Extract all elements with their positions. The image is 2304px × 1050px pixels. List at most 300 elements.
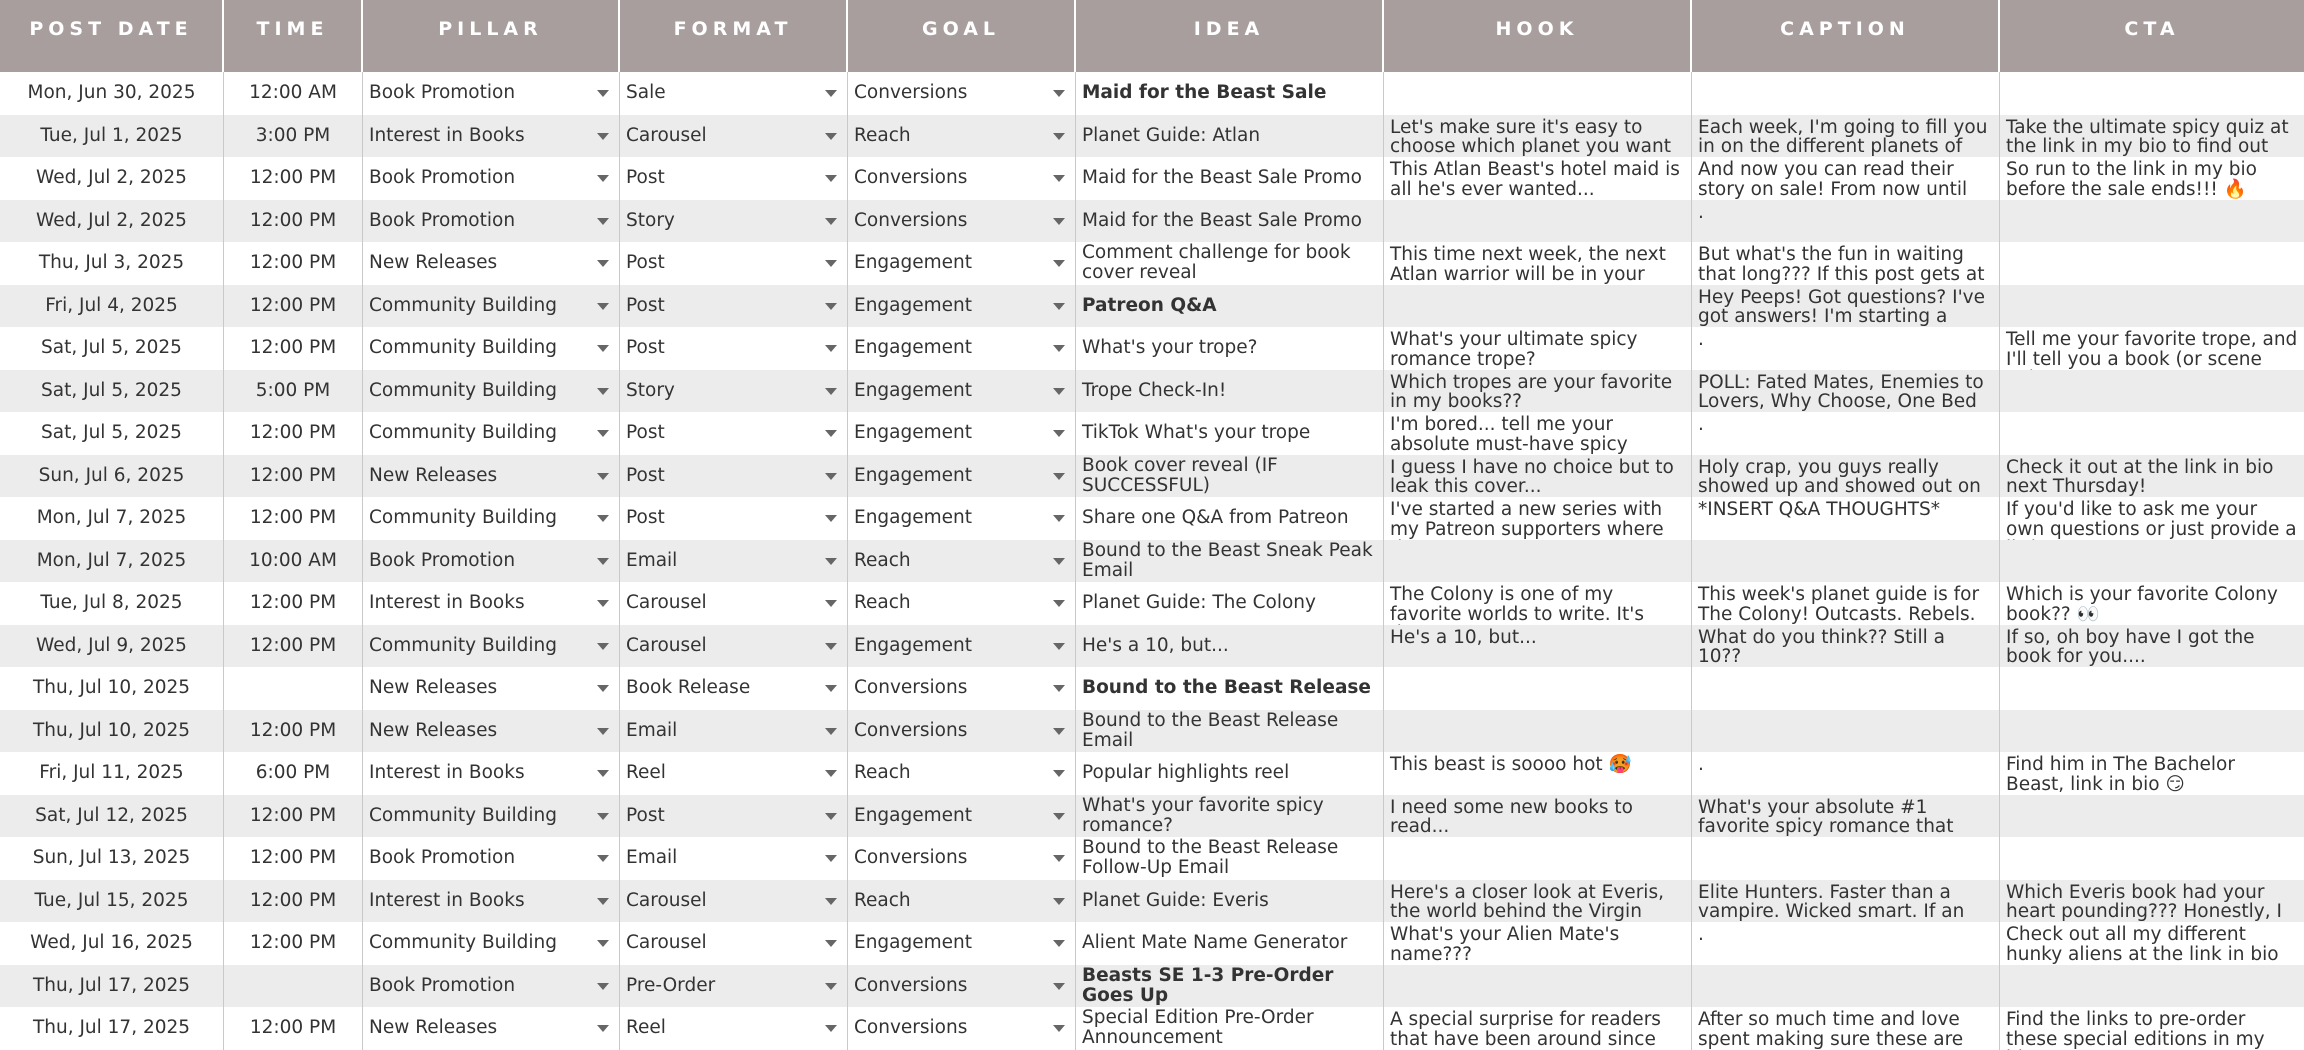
cell-time[interactable] bbox=[224, 667, 363, 710]
cell-post-date[interactable] bbox=[0, 115, 224, 158]
cell-idea[interactable] bbox=[1076, 1007, 1384, 1050]
dropdown-goal[interactable] bbox=[848, 795, 1076, 838]
chevron-down-icon[interactable] bbox=[825, 473, 837, 480]
chevron-down-icon[interactable] bbox=[1053, 813, 1065, 820]
chevron-down-icon[interactable] bbox=[825, 515, 837, 522]
dropdown-format-text: Email bbox=[626, 719, 678, 741]
dropdown-format[interactable] bbox=[620, 412, 848, 455]
chevron-down-icon[interactable] bbox=[597, 728, 609, 735]
cell-time[interactable] bbox=[224, 880, 363, 923]
dropdown-pillar[interactable] bbox=[363, 795, 620, 838]
chevron-down-icon[interactable] bbox=[597, 643, 609, 650]
chevron-down-icon[interactable] bbox=[1053, 558, 1065, 565]
dropdown-pillar[interactable] bbox=[363, 115, 620, 158]
cell-idea[interactable] bbox=[1076, 752, 1384, 795]
cell-cta[interactable] bbox=[2000, 285, 2304, 328]
chevron-down-icon[interactable] bbox=[825, 983, 837, 990]
cell-time[interactable] bbox=[224, 72, 363, 115]
cell-cta[interactable] bbox=[2000, 412, 2304, 455]
dropdown-goal-text: Engagement bbox=[854, 464, 973, 486]
dropdown-goal[interactable] bbox=[848, 625, 1076, 668]
dropdown-pillar[interactable] bbox=[363, 370, 620, 413]
cell-hook[interactable] bbox=[1384, 72, 1692, 115]
dropdown-goal[interactable] bbox=[848, 285, 1076, 328]
dropdown-format[interactable] bbox=[620, 242, 848, 285]
cell-post-date[interactable] bbox=[0, 710, 224, 753]
chevron-down-icon[interactable] bbox=[597, 685, 609, 692]
dropdown-pillar[interactable] bbox=[363, 285, 620, 328]
dropdown-goal-text: Engagement bbox=[854, 422, 973, 443]
cell-cta[interactable] bbox=[2000, 200, 2304, 243]
chevron-down-icon[interactable] bbox=[597, 303, 609, 310]
dropdown-format[interactable] bbox=[620, 667, 848, 710]
cell-caption[interactable] bbox=[1692, 412, 2000, 455]
dropdown-goal[interactable] bbox=[848, 497, 1076, 540]
cell-idea[interactable] bbox=[1076, 455, 1384, 498]
cell-hook[interactable] bbox=[1384, 880, 1692, 923]
cell-time[interactable] bbox=[224, 965, 363, 1008]
dropdown-goal[interactable] bbox=[848, 242, 1076, 285]
dropdown-pillar[interactable] bbox=[363, 242, 620, 285]
cell-time[interactable] bbox=[224, 157, 363, 200]
column-header-post-date[interactable]: POST DATE bbox=[0, 0, 224, 72]
cell-caption[interactable] bbox=[1692, 667, 2000, 710]
cell-time[interactable] bbox=[224, 922, 363, 965]
dropdown-pillar[interactable] bbox=[363, 922, 620, 965]
cell-hook[interactable] bbox=[1384, 710, 1692, 753]
cell-cta[interactable] bbox=[2000, 455, 2304, 498]
cell-cta[interactable] bbox=[2000, 795, 2304, 838]
dropdown-goal[interactable] bbox=[848, 327, 1076, 370]
cell-post-date[interactable] bbox=[0, 837, 224, 880]
dropdown-pillar[interactable] bbox=[363, 965, 620, 1008]
cell-post-date[interactable] bbox=[0, 582, 224, 625]
dropdown-pillar[interactable] bbox=[363, 582, 620, 625]
cell-post-date-text: Sun, Jul 6, 2025 bbox=[38, 464, 185, 486]
cell-caption[interactable] bbox=[1692, 625, 2000, 668]
chevron-down-icon[interactable] bbox=[825, 898, 837, 905]
cell-cta[interactable] bbox=[2000, 710, 2304, 753]
cell-caption[interactable] bbox=[1692, 497, 2000, 540]
cell-post-date[interactable] bbox=[0, 497, 224, 540]
column-header-pillar[interactable]: PILLAR bbox=[363, 0, 620, 72]
chevron-down-icon[interactable] bbox=[597, 260, 609, 267]
cell-idea[interactable] bbox=[1076, 285, 1384, 328]
cell-post-date[interactable] bbox=[0, 540, 224, 583]
cell-cta[interactable] bbox=[2000, 72, 2304, 115]
cell-caption[interactable] bbox=[1692, 540, 2000, 583]
cell-caption[interactable] bbox=[1692, 115, 2000, 158]
cell-idea[interactable] bbox=[1076, 115, 1384, 158]
dropdown-pillar[interactable] bbox=[363, 667, 620, 710]
cell-caption[interactable] bbox=[1692, 752, 2000, 795]
dropdown-format[interactable] bbox=[620, 285, 848, 328]
chevron-down-icon[interactable] bbox=[1053, 685, 1065, 692]
chevron-down-icon[interactable] bbox=[825, 813, 837, 820]
chevron-down-icon[interactable] bbox=[597, 940, 609, 947]
dropdown-goal[interactable] bbox=[848, 837, 1076, 880]
chevron-down-icon[interactable] bbox=[1053, 90, 1065, 97]
chevron-down-icon[interactable] bbox=[1053, 940, 1065, 947]
dropdown-format[interactable] bbox=[620, 327, 848, 370]
chevron-down-icon[interactable] bbox=[1053, 345, 1065, 352]
cell-hook[interactable] bbox=[1384, 625, 1692, 668]
dropdown-format[interactable] bbox=[620, 837, 848, 880]
chevron-down-icon[interactable] bbox=[825, 175, 837, 182]
chevron-down-icon[interactable] bbox=[825, 643, 837, 650]
cell-post-date-text: Thu, Jul 10, 2025 bbox=[32, 719, 191, 741]
cell-idea[interactable] bbox=[1076, 370, 1384, 413]
chevron-down-icon[interactable] bbox=[597, 218, 609, 225]
cell-hook[interactable] bbox=[1384, 200, 1692, 243]
chevron-down-icon[interactable] bbox=[1053, 303, 1065, 310]
cell-caption-text: . bbox=[1698, 201, 1704, 223]
chevron-down-icon[interactable] bbox=[1053, 218, 1065, 225]
cell-time[interactable] bbox=[224, 285, 363, 328]
cell-hook[interactable] bbox=[1384, 242, 1692, 285]
cell-time[interactable] bbox=[224, 752, 363, 795]
cell-idea[interactable] bbox=[1076, 710, 1384, 753]
dropdown-format[interactable] bbox=[620, 880, 848, 923]
cell-cta[interactable] bbox=[2000, 540, 2304, 583]
cell-cta[interactable] bbox=[2000, 625, 2304, 668]
chevron-down-icon[interactable] bbox=[597, 345, 609, 352]
column-header-hook[interactable]: HOOK bbox=[1384, 0, 1692, 72]
chevron-down-icon[interactable] bbox=[825, 90, 837, 97]
chevron-down-icon[interactable] bbox=[597, 1025, 609, 1032]
chevron-down-icon[interactable] bbox=[597, 983, 609, 990]
column-header-time[interactable]: TIME bbox=[224, 0, 363, 72]
cell-cta[interactable] bbox=[2000, 922, 2304, 965]
chevron-down-icon[interactable] bbox=[1053, 1025, 1065, 1032]
chevron-down-icon[interactable] bbox=[597, 600, 609, 607]
cell-idea[interactable] bbox=[1076, 880, 1384, 923]
dropdown-format[interactable] bbox=[620, 370, 848, 413]
dropdown-pillar-text: New Releases bbox=[369, 1017, 498, 1038]
dropdown-goal[interactable] bbox=[848, 880, 1076, 923]
dropdown-format[interactable] bbox=[620, 72, 848, 115]
chevron-down-icon[interactable] bbox=[825, 1025, 837, 1032]
cell-idea[interactable] bbox=[1076, 795, 1384, 838]
cell-hook[interactable] bbox=[1384, 455, 1692, 498]
cell-post-date[interactable] bbox=[0, 752, 224, 795]
cell-post-date[interactable] bbox=[0, 795, 224, 838]
column-header-idea[interactable]: IDEA bbox=[1076, 0, 1384, 72]
cell-time[interactable] bbox=[224, 497, 363, 540]
cell-time[interactable] bbox=[224, 115, 363, 158]
cell-idea[interactable] bbox=[1076, 965, 1384, 1008]
cell-caption[interactable] bbox=[1692, 880, 2000, 923]
dropdown-goal[interactable] bbox=[848, 540, 1076, 583]
cell-post-date[interactable] bbox=[0, 1007, 224, 1050]
cell-post-date[interactable] bbox=[0, 200, 224, 243]
dropdown-goal[interactable] bbox=[848, 455, 1076, 498]
dropdown-format[interactable] bbox=[620, 625, 848, 668]
cell-caption[interactable] bbox=[1692, 1007, 2000, 1050]
chevron-down-icon[interactable] bbox=[1053, 643, 1065, 650]
chevron-down-icon[interactable] bbox=[1053, 898, 1065, 905]
cell-time[interactable] bbox=[224, 540, 363, 583]
dropdown-goal[interactable] bbox=[848, 1007, 1076, 1050]
cell-idea[interactable] bbox=[1076, 837, 1384, 880]
dropdown-goal[interactable] bbox=[848, 115, 1076, 158]
dropdown-pillar-text: Community Building bbox=[369, 634, 557, 656]
chevron-down-icon[interactable] bbox=[825, 770, 837, 777]
dropdown-pillar[interactable] bbox=[363, 157, 620, 200]
cell-post-date[interactable] bbox=[0, 880, 224, 923]
dropdown-format[interactable] bbox=[620, 200, 848, 243]
cell-hook[interactable] bbox=[1384, 370, 1692, 413]
dropdown-goal[interactable] bbox=[848, 412, 1076, 455]
dropdown-format[interactable] bbox=[620, 115, 848, 158]
dropdown-pillar[interactable] bbox=[363, 880, 620, 923]
cell-cta[interactable] bbox=[2000, 965, 2304, 1008]
cell-post-date[interactable] bbox=[0, 965, 224, 1008]
chevron-down-icon[interactable] bbox=[1053, 175, 1065, 182]
cell-time[interactable] bbox=[224, 200, 363, 243]
cell-caption[interactable] bbox=[1692, 710, 2000, 753]
cell-time[interactable] bbox=[224, 795, 363, 838]
cell-caption[interactable] bbox=[1692, 157, 2000, 200]
dropdown-goal[interactable] bbox=[848, 72, 1076, 115]
cell-post-date[interactable] bbox=[0, 412, 224, 455]
cell-hook[interactable] bbox=[1384, 157, 1692, 200]
cell-caption[interactable] bbox=[1692, 285, 2000, 328]
chevron-down-icon[interactable] bbox=[825, 345, 837, 352]
cell-cta[interactable] bbox=[2000, 242, 2304, 285]
chevron-down-icon[interactable] bbox=[1053, 473, 1065, 480]
cell-time[interactable] bbox=[224, 242, 363, 285]
chevron-down-icon[interactable] bbox=[597, 175, 609, 182]
dropdown-pillar[interactable] bbox=[363, 837, 620, 880]
cell-hook[interactable] bbox=[1384, 540, 1692, 583]
dropdown-goal-text: Reach bbox=[854, 762, 911, 783]
chevron-down-icon[interactable] bbox=[825, 218, 837, 225]
chevron-down-icon[interactable] bbox=[597, 813, 609, 820]
cell-idea[interactable] bbox=[1076, 157, 1384, 200]
dropdown-pillar[interactable] bbox=[363, 327, 620, 370]
column-header-caption[interactable]: CAPTION bbox=[1692, 0, 2000, 72]
cell-caption[interactable] bbox=[1692, 455, 2000, 498]
cell-hook[interactable] bbox=[1384, 327, 1692, 370]
chevron-down-icon[interactable] bbox=[597, 770, 609, 777]
cell-time[interactable] bbox=[224, 327, 363, 370]
chevron-down-icon[interactable] bbox=[1053, 728, 1065, 735]
cell-cta[interactable] bbox=[2000, 582, 2304, 625]
dropdown-pillar[interactable] bbox=[363, 625, 620, 668]
dropdown-pillar[interactable] bbox=[363, 497, 620, 540]
cell-idea[interactable] bbox=[1076, 922, 1384, 965]
chevron-down-icon[interactable] bbox=[1053, 133, 1065, 140]
cell-idea[interactable] bbox=[1076, 72, 1384, 115]
cell-caption[interactable] bbox=[1692, 242, 2000, 285]
chevron-down-icon[interactable] bbox=[1053, 855, 1065, 862]
chevron-down-icon[interactable] bbox=[597, 855, 609, 862]
cell-hook[interactable] bbox=[1384, 115, 1692, 158]
chevron-down-icon[interactable] bbox=[597, 388, 609, 395]
dropdown-pillar[interactable] bbox=[363, 72, 620, 115]
dropdown-format[interactable] bbox=[620, 582, 848, 625]
cell-time[interactable] bbox=[224, 625, 363, 668]
column-header-goal[interactable]: GOAL bbox=[848, 0, 1076, 72]
chevron-down-icon[interactable] bbox=[825, 388, 837, 395]
cell-idea[interactable] bbox=[1076, 242, 1384, 285]
cell-hook[interactable] bbox=[1384, 965, 1692, 1008]
dropdown-format[interactable] bbox=[620, 710, 848, 753]
cell-post-date[interactable] bbox=[0, 327, 224, 370]
column-header-format[interactable]: FORMAT bbox=[620, 0, 848, 72]
cell-hook[interactable] bbox=[1384, 497, 1692, 540]
cell-time[interactable] bbox=[224, 710, 363, 753]
dropdown-pillar[interactable] bbox=[363, 412, 620, 455]
chevron-down-icon[interactable] bbox=[825, 855, 837, 862]
chevron-down-icon[interactable] bbox=[1053, 430, 1065, 437]
cell-post-date[interactable] bbox=[0, 242, 224, 285]
cell-post-date[interactable] bbox=[0, 72, 224, 115]
dropdown-pillar[interactable] bbox=[363, 540, 620, 583]
cell-post-date[interactable] bbox=[0, 157, 224, 200]
dropdown-goal[interactable] bbox=[848, 965, 1076, 1008]
chevron-down-icon[interactable] bbox=[825, 728, 837, 735]
cell-post-date-text: Thu, Jul 17, 2025 bbox=[32, 974, 191, 996]
cell-caption-text: *INSERT Q&A THOUGHTS* bbox=[1698, 499, 1941, 520]
chevron-down-icon[interactable] bbox=[597, 133, 609, 140]
cell-cta[interactable] bbox=[2000, 157, 2304, 200]
cell-caption[interactable] bbox=[1692, 72, 2000, 115]
dropdown-format[interactable] bbox=[620, 497, 848, 540]
dropdown-goal[interactable] bbox=[848, 922, 1076, 965]
cell-hook[interactable] bbox=[1384, 285, 1692, 328]
dropdown-goal[interactable] bbox=[848, 200, 1076, 243]
dropdown-format[interactable] bbox=[620, 752, 848, 795]
cell-cta[interactable] bbox=[2000, 880, 2304, 923]
cell-cta[interactable] bbox=[2000, 327, 2304, 370]
cell-post-date[interactable] bbox=[0, 922, 224, 965]
chevron-down-icon[interactable] bbox=[825, 260, 837, 267]
cell-caption[interactable] bbox=[1692, 965, 2000, 1008]
cell-cta[interactable] bbox=[2000, 752, 2304, 795]
cell-idea[interactable] bbox=[1076, 412, 1384, 455]
cell-cta[interactable] bbox=[2000, 1007, 2304, 1050]
chevron-down-icon[interactable] bbox=[825, 685, 837, 692]
chevron-down-icon[interactable] bbox=[825, 430, 837, 437]
chevron-down-icon[interactable] bbox=[597, 558, 609, 565]
cell-post-date[interactable] bbox=[0, 370, 224, 413]
cell-cta[interactable] bbox=[2000, 667, 2304, 710]
cell-idea[interactable] bbox=[1076, 200, 1384, 243]
dropdown-goal[interactable] bbox=[848, 752, 1076, 795]
chevron-down-icon[interactable] bbox=[597, 473, 609, 480]
chevron-down-icon[interactable] bbox=[825, 940, 837, 947]
dropdown-goal[interactable] bbox=[848, 667, 1076, 710]
cell-caption[interactable] bbox=[1692, 582, 2000, 625]
cell-hook[interactable] bbox=[1384, 1007, 1692, 1050]
chevron-down-icon[interactable] bbox=[825, 600, 837, 607]
cell-caption[interactable] bbox=[1692, 200, 2000, 243]
cell-idea[interactable] bbox=[1076, 582, 1384, 625]
chevron-down-icon[interactable] bbox=[1053, 515, 1065, 522]
chevron-down-icon[interactable] bbox=[825, 133, 837, 140]
cell-idea[interactable] bbox=[1076, 497, 1384, 540]
chevron-down-icon[interactable] bbox=[1053, 260, 1065, 267]
dropdown-format[interactable] bbox=[620, 922, 848, 965]
cell-post-date[interactable] bbox=[0, 455, 224, 498]
chevron-down-icon[interactable] bbox=[1053, 770, 1065, 777]
column-header-cta[interactable]: CTA bbox=[2124, 18, 2180, 40]
chevron-down-icon[interactable] bbox=[597, 898, 609, 905]
dropdown-pillar[interactable] bbox=[363, 710, 620, 753]
dropdown-format[interactable] bbox=[620, 157, 848, 200]
dropdown-format[interactable] bbox=[620, 965, 848, 1008]
chevron-down-icon[interactable] bbox=[1053, 388, 1065, 395]
chevron-down-icon[interactable] bbox=[1053, 600, 1065, 607]
cell-time[interactable] bbox=[224, 582, 363, 625]
cell-hook[interactable] bbox=[1384, 795, 1692, 838]
chevron-down-icon[interactable] bbox=[1053, 983, 1065, 990]
cell-hook[interactable] bbox=[1384, 922, 1692, 965]
dropdown-format[interactable] bbox=[620, 540, 848, 583]
chevron-down-icon[interactable] bbox=[825, 303, 837, 310]
dropdown-format[interactable] bbox=[620, 795, 848, 838]
cell-cta-text: Check it out at the link in bio next Thursday! bbox=[2006, 456, 2274, 497]
cell-time[interactable] bbox=[224, 837, 363, 880]
cell-idea[interactable] bbox=[1076, 327, 1384, 370]
cell-cta[interactable] bbox=[2000, 837, 2304, 880]
cell-caption[interactable] bbox=[1692, 837, 2000, 880]
cell-post-date[interactable] bbox=[0, 625, 224, 668]
cell-cta[interactable] bbox=[2000, 115, 2304, 158]
cell-caption[interactable] bbox=[1692, 795, 2000, 838]
cell-idea[interactable] bbox=[1076, 625, 1384, 668]
dropdown-format[interactable] bbox=[620, 455, 848, 498]
cell-post-date-text: Thu, Jul 10, 2025 bbox=[32, 677, 191, 698]
dropdown-pillar[interactable] bbox=[363, 200, 620, 243]
dropdown-pillar[interactable] bbox=[363, 455, 620, 498]
cell-hook[interactable] bbox=[1384, 837, 1692, 880]
cell-post-date[interactable] bbox=[0, 285, 224, 328]
cell-idea[interactable] bbox=[1076, 667, 1384, 710]
chevron-down-icon[interactable] bbox=[597, 430, 609, 437]
dropdown-goal[interactable] bbox=[848, 157, 1076, 200]
cell-time[interactable] bbox=[224, 412, 363, 455]
cell-cta[interactable] bbox=[2000, 370, 2304, 413]
cell-hook[interactable] bbox=[1384, 667, 1692, 710]
cell-hook[interactable] bbox=[1384, 412, 1692, 455]
dropdown-goal[interactable] bbox=[848, 370, 1076, 413]
chevron-down-icon[interactable] bbox=[597, 515, 609, 522]
chevron-down-icon[interactable] bbox=[825, 558, 837, 565]
cell-post-date[interactable] bbox=[0, 667, 224, 710]
cell-caption[interactable] bbox=[1692, 370, 2000, 413]
dropdown-goal[interactable] bbox=[848, 710, 1076, 753]
dropdown-goal[interactable] bbox=[848, 582, 1076, 625]
dropdown-pillar[interactable] bbox=[363, 752, 620, 795]
dropdown-pillar[interactable] bbox=[363, 1007, 620, 1050]
cell-time-text: 3:00 PM bbox=[255, 124, 331, 146]
dropdown-format[interactable] bbox=[620, 1007, 848, 1050]
cell-idea[interactable] bbox=[1076, 540, 1384, 583]
cell-caption[interactable] bbox=[1692, 327, 2000, 370]
table-row bbox=[0, 880, 2304, 923]
chevron-down-icon[interactable] bbox=[597, 90, 609, 97]
cell-hook[interactable] bbox=[1384, 752, 1692, 795]
cell-time[interactable] bbox=[224, 370, 363, 413]
cell-hook[interactable] bbox=[1384, 582, 1692, 625]
cell-caption[interactable] bbox=[1692, 922, 2000, 965]
cell-time[interactable] bbox=[224, 1007, 363, 1050]
cell-time[interactable] bbox=[224, 455, 363, 498]
cell-cta[interactable] bbox=[2000, 497, 2304, 540]
